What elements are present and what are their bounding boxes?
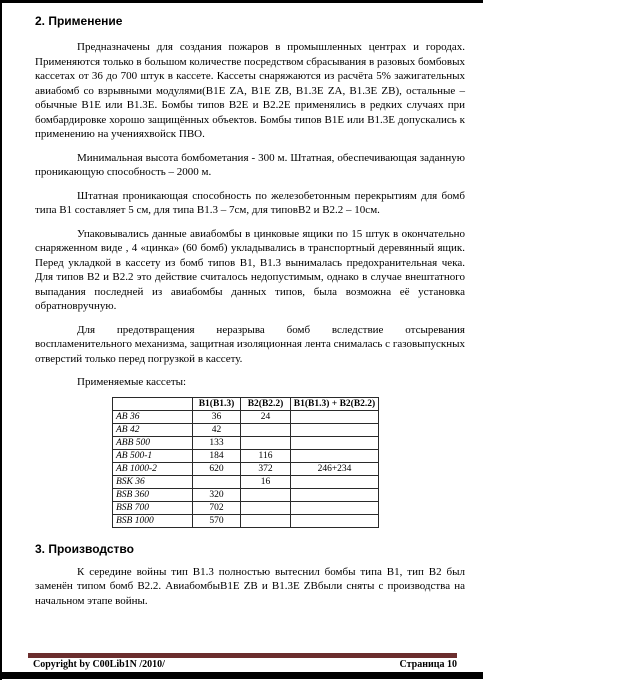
cassette-table (112, 397, 379, 528)
b2-count (241, 488, 291, 501)
paragraph-usage-overview: Предназначены для создания пожаров в промышленных центрах и городах. Применяются только в большом количестве посредством сбрасывания в разовых бомбовых кассетах от 36 до 700 штук в кассете. Кассеты снаряжаются из расчёта 5% зажигательных авиабомб со взрывными модулями(B1E ZA, B1E ZB, B1.3E ZA, B1.3E ZB), остальные – обычные B1E или B1.3E. Бомбы типов B2E и B2.2E применялись в редких случаях при бомбардировке хорошо защищённых объектов. Бомбы типов B1E или B1.3E допускались к применению на ученияхвойск ПВО. (35, 41, 465, 140)
b2-count: 24 (241, 410, 291, 423)
table-row (113, 462, 379, 475)
b2-count: 16 (241, 475, 291, 488)
table-row (113, 423, 379, 436)
b1-count: 620 (193, 462, 241, 475)
table-row (113, 514, 379, 527)
cassette-name: BSK 36 (113, 475, 193, 488)
cassette-name: BSB 1000 (113, 514, 193, 527)
table-row (113, 436, 379, 449)
b1-count: 36 (193, 410, 241, 423)
table-header-row (113, 397, 379, 410)
paragraph-min-altitude: Минимальная высота бомбометания - 300 м. Штатная, обеспечивающая заданную проникающую способность – 2000 м. (35, 151, 465, 178)
section-heading-production: 3. Производство (35, 541, 134, 556)
page-border-top (0, 0, 483, 3)
page-number-label: Страница 10 (399, 659, 457, 670)
cassette-name: ABB 500 (113, 436, 193, 449)
b1-count: 320 (193, 488, 241, 501)
b2-count (241, 501, 291, 514)
combined-count (291, 436, 379, 449)
b1-count (193, 475, 241, 488)
b1-count: 184 (193, 449, 241, 462)
table-header-b1-plus-b2: B1(B1.3) + B2(B2.2) (291, 397, 379, 410)
table-row (113, 475, 379, 488)
combined-count (291, 501, 379, 514)
page-border-bottom (0, 672, 483, 679)
combined-count (291, 423, 379, 436)
b2-count: 372 (241, 462, 291, 475)
section-heading-application: 2. Применение (35, 14, 123, 28)
cassette-name: AB 36 (113, 410, 193, 423)
combined-count (291, 410, 379, 423)
cassette-name: AB 1000-2 (113, 462, 193, 475)
page-border-left (0, 0, 2, 680)
document-body (35, 14, 465, 608)
cassette-name: AB 42 (113, 423, 193, 436)
table-header-b1: B1(B1.3) (193, 397, 241, 410)
paragraph-safety-tape: Для предотвращения неразрыва бомб вследствие отсыревания воспламенительного механизма, защитная изоляционная лента снималась с газовыпускных отверстий только перед погрузкой в кассету. (35, 323, 465, 365)
cassette-name: BSB 360 (113, 488, 193, 501)
paragraph-production: К середине войны тип B1.3 полностью вытеснил бомбы типа B1, тип B2 был заменён типом бомб B2.2. АвиабомбыB1E ZB и B1.3E ZBбыли сняты с производства на начальном этапе войны. (35, 565, 465, 607)
combined-count (291, 449, 379, 462)
cassette-name: AB 500-1 (113, 449, 193, 462)
b1-count: 42 (193, 423, 241, 436)
paragraph-cassettes-lead-in: Применяемые кассеты: (77, 376, 187, 388)
page-footer (33, 658, 457, 671)
table-row (113, 488, 379, 501)
table-row (113, 449, 379, 462)
table-header-b2: B2(B2.2) (241, 397, 291, 410)
b2-count (241, 436, 291, 449)
copyright-text: Copyright by C00Lib1N /2010/ (33, 659, 165, 670)
paragraph-packaging: Упаковывались данные авиабомбы в цинковые ящики по 15 штук в окончательно снаряженном виде , 4 «цинка» (60 бомб) укладывались в транспортный деревянный ящик. Перед укладкой в кассету из бомб типов B1, B1.3 вынималась предохранительная чека. Для типов B2 и B2.2 это действие считалось недопустимым, однако в случае внештатного выпадания последней из авиабомбы данных типов, была возможна её установка обратновручную. (35, 227, 465, 312)
b2-count: 116 (241, 449, 291, 462)
b2-count (241, 514, 291, 527)
combined-count (291, 488, 379, 501)
combined-count (291, 475, 379, 488)
table-row (113, 410, 379, 423)
cassette-name: BSB 700 (113, 501, 193, 514)
paragraph-penetration: Штатная проникающая способность по железобетонным перекрытиям для бомб типа B1 составляет 5 см, для типа B1.3 – 7см, для типовB2 и B2.2 – 10см. (35, 189, 465, 216)
b1-count: 133 (193, 436, 241, 449)
combined-count: 246+234 (291, 462, 379, 475)
combined-count (291, 514, 379, 527)
table-row (113, 501, 379, 514)
b2-count (241, 423, 291, 436)
b1-count: 702 (193, 501, 241, 514)
b1-count: 570 (193, 514, 241, 527)
table-header-cassette (113, 397, 193, 410)
